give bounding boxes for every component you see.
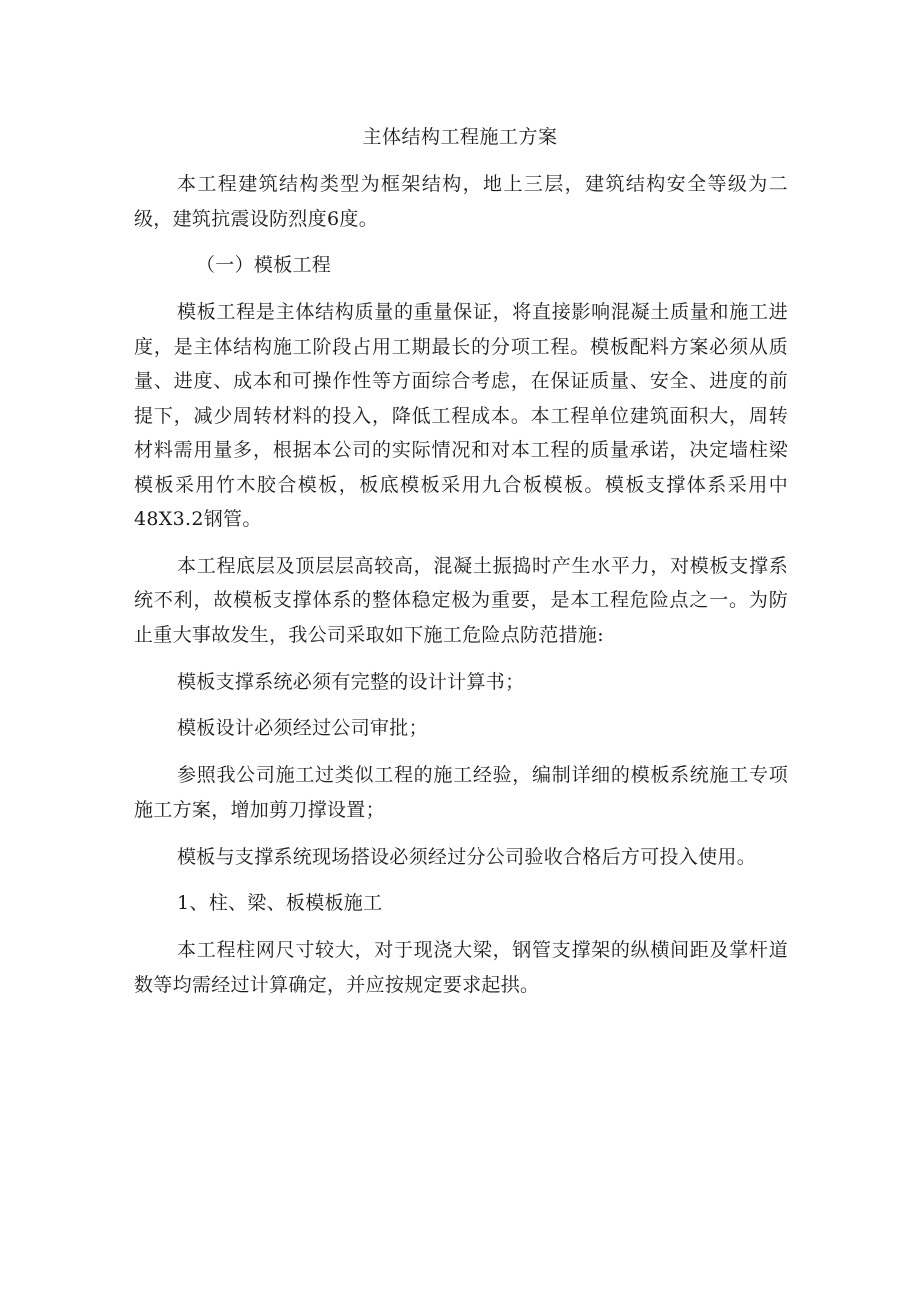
paragraph-measure-calculation: 模板支撑系统必须有完整的设计计算书；	[177, 670, 525, 693]
subsection-heading-column-beam-slab: 1、柱、梁、板模板施工	[177, 892, 383, 915]
paragraph-measure-acceptance: 模板与支撑系统现场搭设必须经过分公司验收合格后方可投入使用。	[177, 845, 757, 868]
document-body	[134, 167, 788, 1014]
paragraph-formwork-overview: 模板工程是主体结构质量的重量保证，将直接影响混凝土质量和施工进度，是主体结构施工阶段占用工期最长的分项工程。模板配料方案必须从质量、进度、成本和可操作性等方面综合考虑，在保证质量、安全、进度的前提下，减少周转材料的投入，降低工程成本。本工程单位建筑面积大，周转材料需用量多，根据本公司的实际情况和对本工程的质量承诺，决定墙柱梁模板采用竹木胶合模板，板底模板采用九合板模板。模板支撑体系采用中48X3.2钢管。	[134, 301, 788, 531]
paragraph-measure-special-plan: 参照我公司施工过类似工程的施工经验，编制详细的模板系统施工专项施工方案，增加剪刀撑设置；	[134, 764, 788, 821]
paragraph-risk-point: 本工程底层及顶层层高较高，混凝土振捣时产生水平力，对模板支撑系统不利，故模板支撑体系的整体稳定极为重要，是本工程危险点之一。为防止重大事故发生，我公司采取如下施工危险点防范措施:	[134, 554, 788, 646]
document-title: 主体结构工程施工方案	[362, 126, 558, 148]
paragraph-measure-approval: 模板设计必须经过公司审批；	[177, 717, 428, 740]
paragraph-column-grid: 本工程柱网尺寸较大，对于现浇大梁，钢管支撑架的纵横间距及掌杆道数等均需经过计算确定，并应按规定要求起拱。	[134, 939, 788, 996]
section-heading-formwork: （一）模板工程	[196, 254, 332, 277]
paragraph-structure-type: 本工程建筑结构类型为框架结构，地上三层，建筑结构安全等级为二级，建筑抗震设防烈度6度。	[134, 173, 788, 230]
